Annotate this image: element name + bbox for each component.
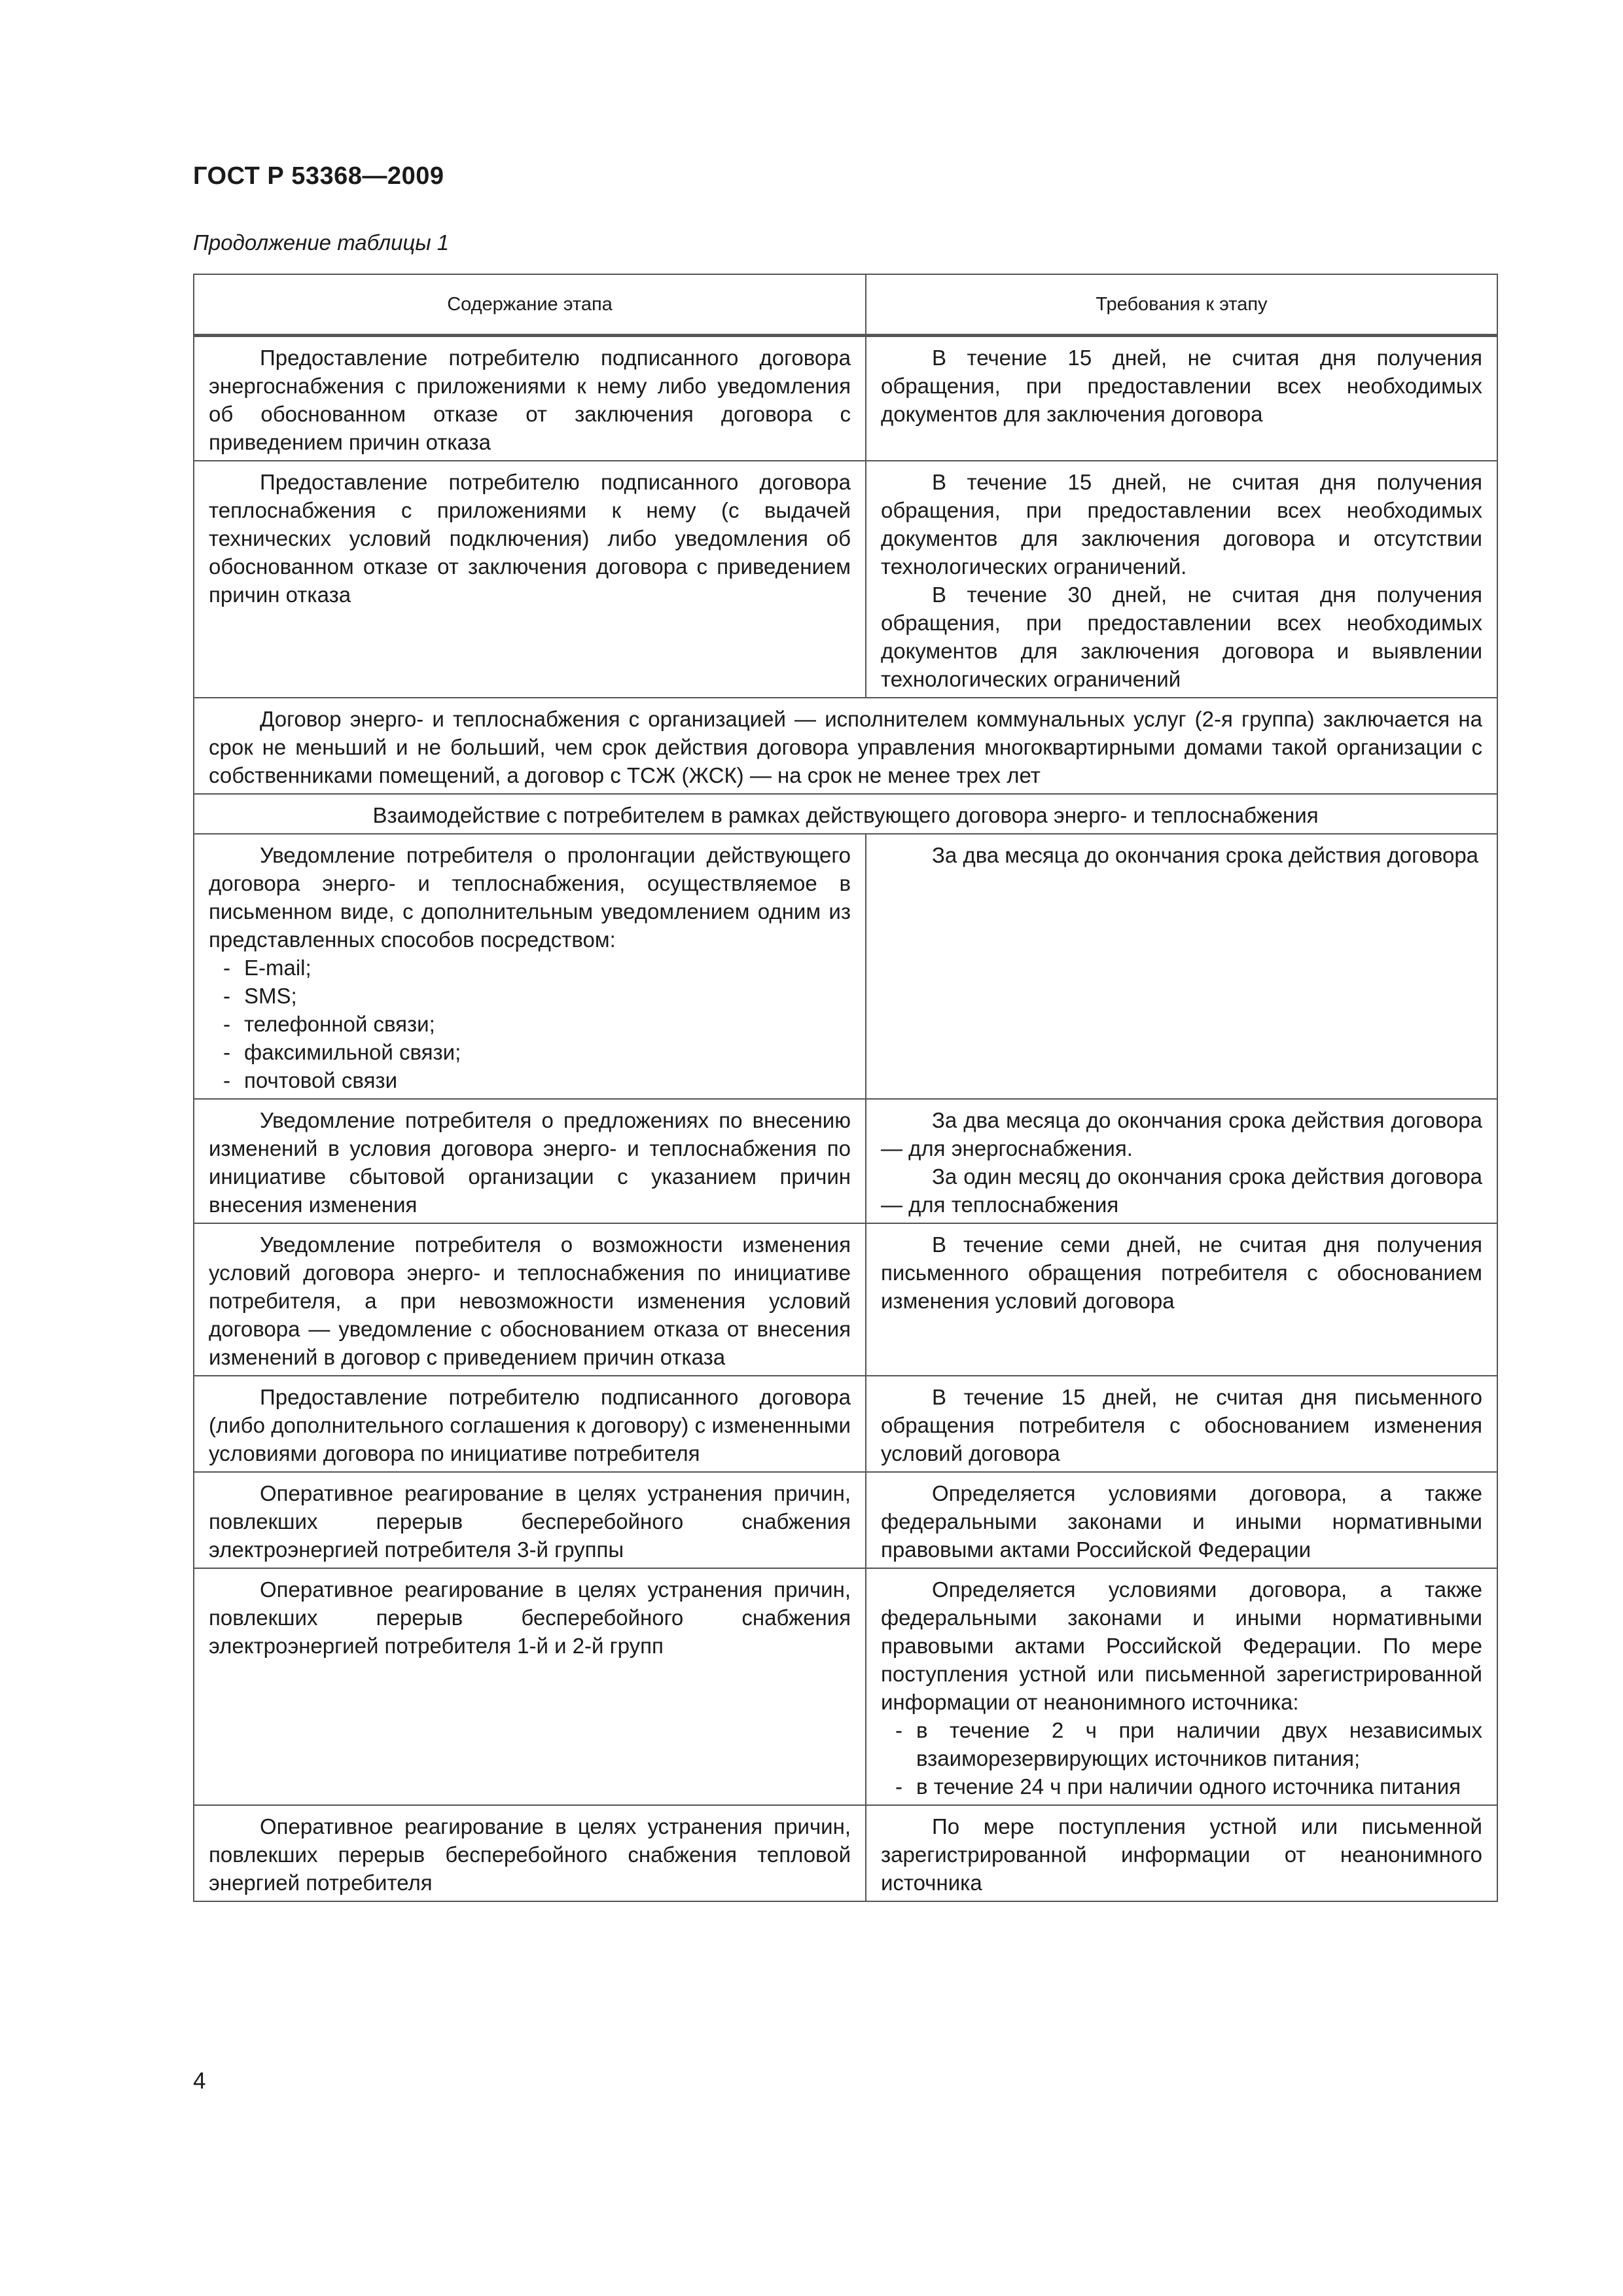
section-header-row [194,794,1497,834]
table-caption: Продолжение таблицы 1 [193,230,450,255]
stage-cell [194,461,866,698]
table-row [194,1472,1497,1568]
stage-text: Оперативное реагирование в целях устранения причин, повлекших перерыв бесперебойного снабжения электроэнергией потребителя 1-й и 2-й групп [209,1577,851,1658]
stage-text: Уведомление потребителя о возможности изменения условий договора энерго- и теплоснабжения по инициативе потребителя, а при невозможности изменения условий договора — уведомление с обоснованием отказа от внесения изменений в договор с приведением причин отказа [209,1232,851,1369]
section-header-cell [194,794,1497,834]
table-header-row [194,274,1497,336]
contract-term-note: Договор энерго- и теплоснабжения с организацией — исполнителем коммунальных услуг (2-я группа) заключается на срок не меньший и не больший, чем срок действия договора управления многоквартирными домами такой организации с собственниками помещений, а договор с ТСЖ (ЖСК) — на срок не менее трех лет [209,707,1482,787]
notification-methods-list [209,954,851,1094]
table-row-full-width [194,698,1497,794]
document-code: ГОСТ Р 53368—2009 [193,162,444,190]
requirements-table [193,274,1498,1902]
list-item: - в течение 2 ч при наличии двух независимых взаиморезервирующих источников питания; [916,1716,1482,1772]
stage-cell [194,1568,866,1805]
stage-text: Предоставление потребителю подписанного договора (либо дополнительного соглашения к договору) с измененными условиями договора по инициативе потребителя [209,1385,851,1465]
requirement-text: В течение 15 дней, не считая дня письменного обращения потребителя с обоснованием изменения условий договора [881,1385,1482,1465]
requirement-cell [866,1805,1497,1901]
stage-text: Предоставление потребителю подписанного договора теплоснабжения с приложениями к нему (с выдачей технических условий подключения) либо уведомления об обоснованном отказе от заключения договора с приведением причин отказа [209,470,851,607]
requirement-text: Определяется условиями договора, а также федеральными законами и иными нормативными правовыми актами Российской Федерации. По мере поступления устной или письменной зарегистрированной информации от неанонимного источника: [881,1577,1482,1714]
table-row [194,1376,1497,1472]
list-item: - E-mail; [244,954,851,982]
requirement-text: За один месяц до окончания срока действия договора — для теплоснабжения [881,1164,1482,1217]
response-time-list [881,1716,1482,1801]
requirement-cell [866,1472,1497,1568]
requirement-text: В течение 15 дней, не считая дня получения обращения, при предоставлении всех необходимых документов для заключения договора и отсутствии технологических ограничений. [881,470,1482,579]
stage-cell [194,336,866,461]
table-row [194,1099,1497,1223]
stage-cell [194,1805,866,1901]
stage-cell [194,1472,866,1568]
table-row [194,1568,1497,1805]
full-width-cell [194,698,1497,794]
stage-text: Оперативное реагирование в целях устранения причин, повлекших перерыв бесперебойного снабжения тепловой энергией потребителя [209,1814,851,1895]
stage-cell [194,834,866,1099]
stage-text: Оперативное реагирование в целях устранения причин, повлекших перерыв бесперебойного снабжения электроэнергией потребителя 3-й группы [209,1481,851,1562]
requirement-cell [866,461,1497,698]
requirement-cell [866,1099,1497,1223]
list-item: - факсимильной связи; [244,1038,851,1066]
stage-text: Уведомление потребителя о предложениях по внесению изменений в условия договора энерго- и теплоснабжения по инициативе сбытовой организации с указанием причин внесения изменения [209,1108,851,1217]
requirement-text: В течение 15 дней, не считая дня получения обращения, при предоставлении всех необходимых документов для заключения договора [881,346,1482,426]
stage-cell [194,1223,866,1376]
requirement-cell [866,1376,1497,1472]
page-number: 4 [193,2068,206,2094]
column-header-requirements: Требования к этапу [866,274,1497,336]
stage-cell [194,1376,866,1472]
requirement-text: В течение 30 дней, не считая дня получения обращения, при предоставлении всех необходимых документов для заключения договора и выявлении технологических ограничений [881,583,1482,691]
list-item: - в течение 24 ч при наличии одного источника питания [916,1772,1482,1801]
requirement-text: В течение семи дней, не считая дня получения письменного обращения потребителя с обоснованием изменения условий договора [881,1232,1482,1313]
requirement-text: Определяется условиями договора, а также федеральными законами и иными нормативными правовыми актами Российской Федерации [881,1481,1482,1562]
list-item: - почтовой связи [244,1066,851,1094]
list-item: - SMS; [244,982,851,1010]
requirement-cell [866,336,1497,461]
requirement-text: По мере поступления устной или письменной зарегистрированной информации от неанонимного источника [881,1814,1482,1895]
requirement-text: За два месяца до окончания срока действия договора — для энергоснабжения. [881,1108,1482,1160]
requirement-cell [866,1568,1497,1805]
requirement-cell [866,1223,1497,1376]
table-row [194,461,1497,698]
stage-text: Уведомление потребителя о пролонгации действующего договора энерго- и теплоснабжения, осуществляемое в письменном виде, с дополнительным уведомлением одним из представленных способов посредством: [209,843,851,952]
table-row [194,336,1497,461]
table-row [194,1805,1497,1901]
section-title: Взаимодействие с потребителем в рамках действующего договора энерго- и теплоснабжения [372,803,1319,827]
requirement-text: За два месяца до окончания срока действия договора [932,843,1479,867]
table-row [194,834,1497,1099]
list-item: - телефонной связи; [244,1010,851,1038]
column-header-stage: Содержание этапа [194,274,866,336]
requirement-cell [866,834,1497,1099]
stage-cell [194,1099,866,1223]
stage-text: Предоставление потребителю подписанного договора энергоснабжения с приложениями к нему либо уведомления об обоснованном отказе от заключения договора с приведением причин отказа [209,346,851,454]
table-row [194,1223,1497,1376]
